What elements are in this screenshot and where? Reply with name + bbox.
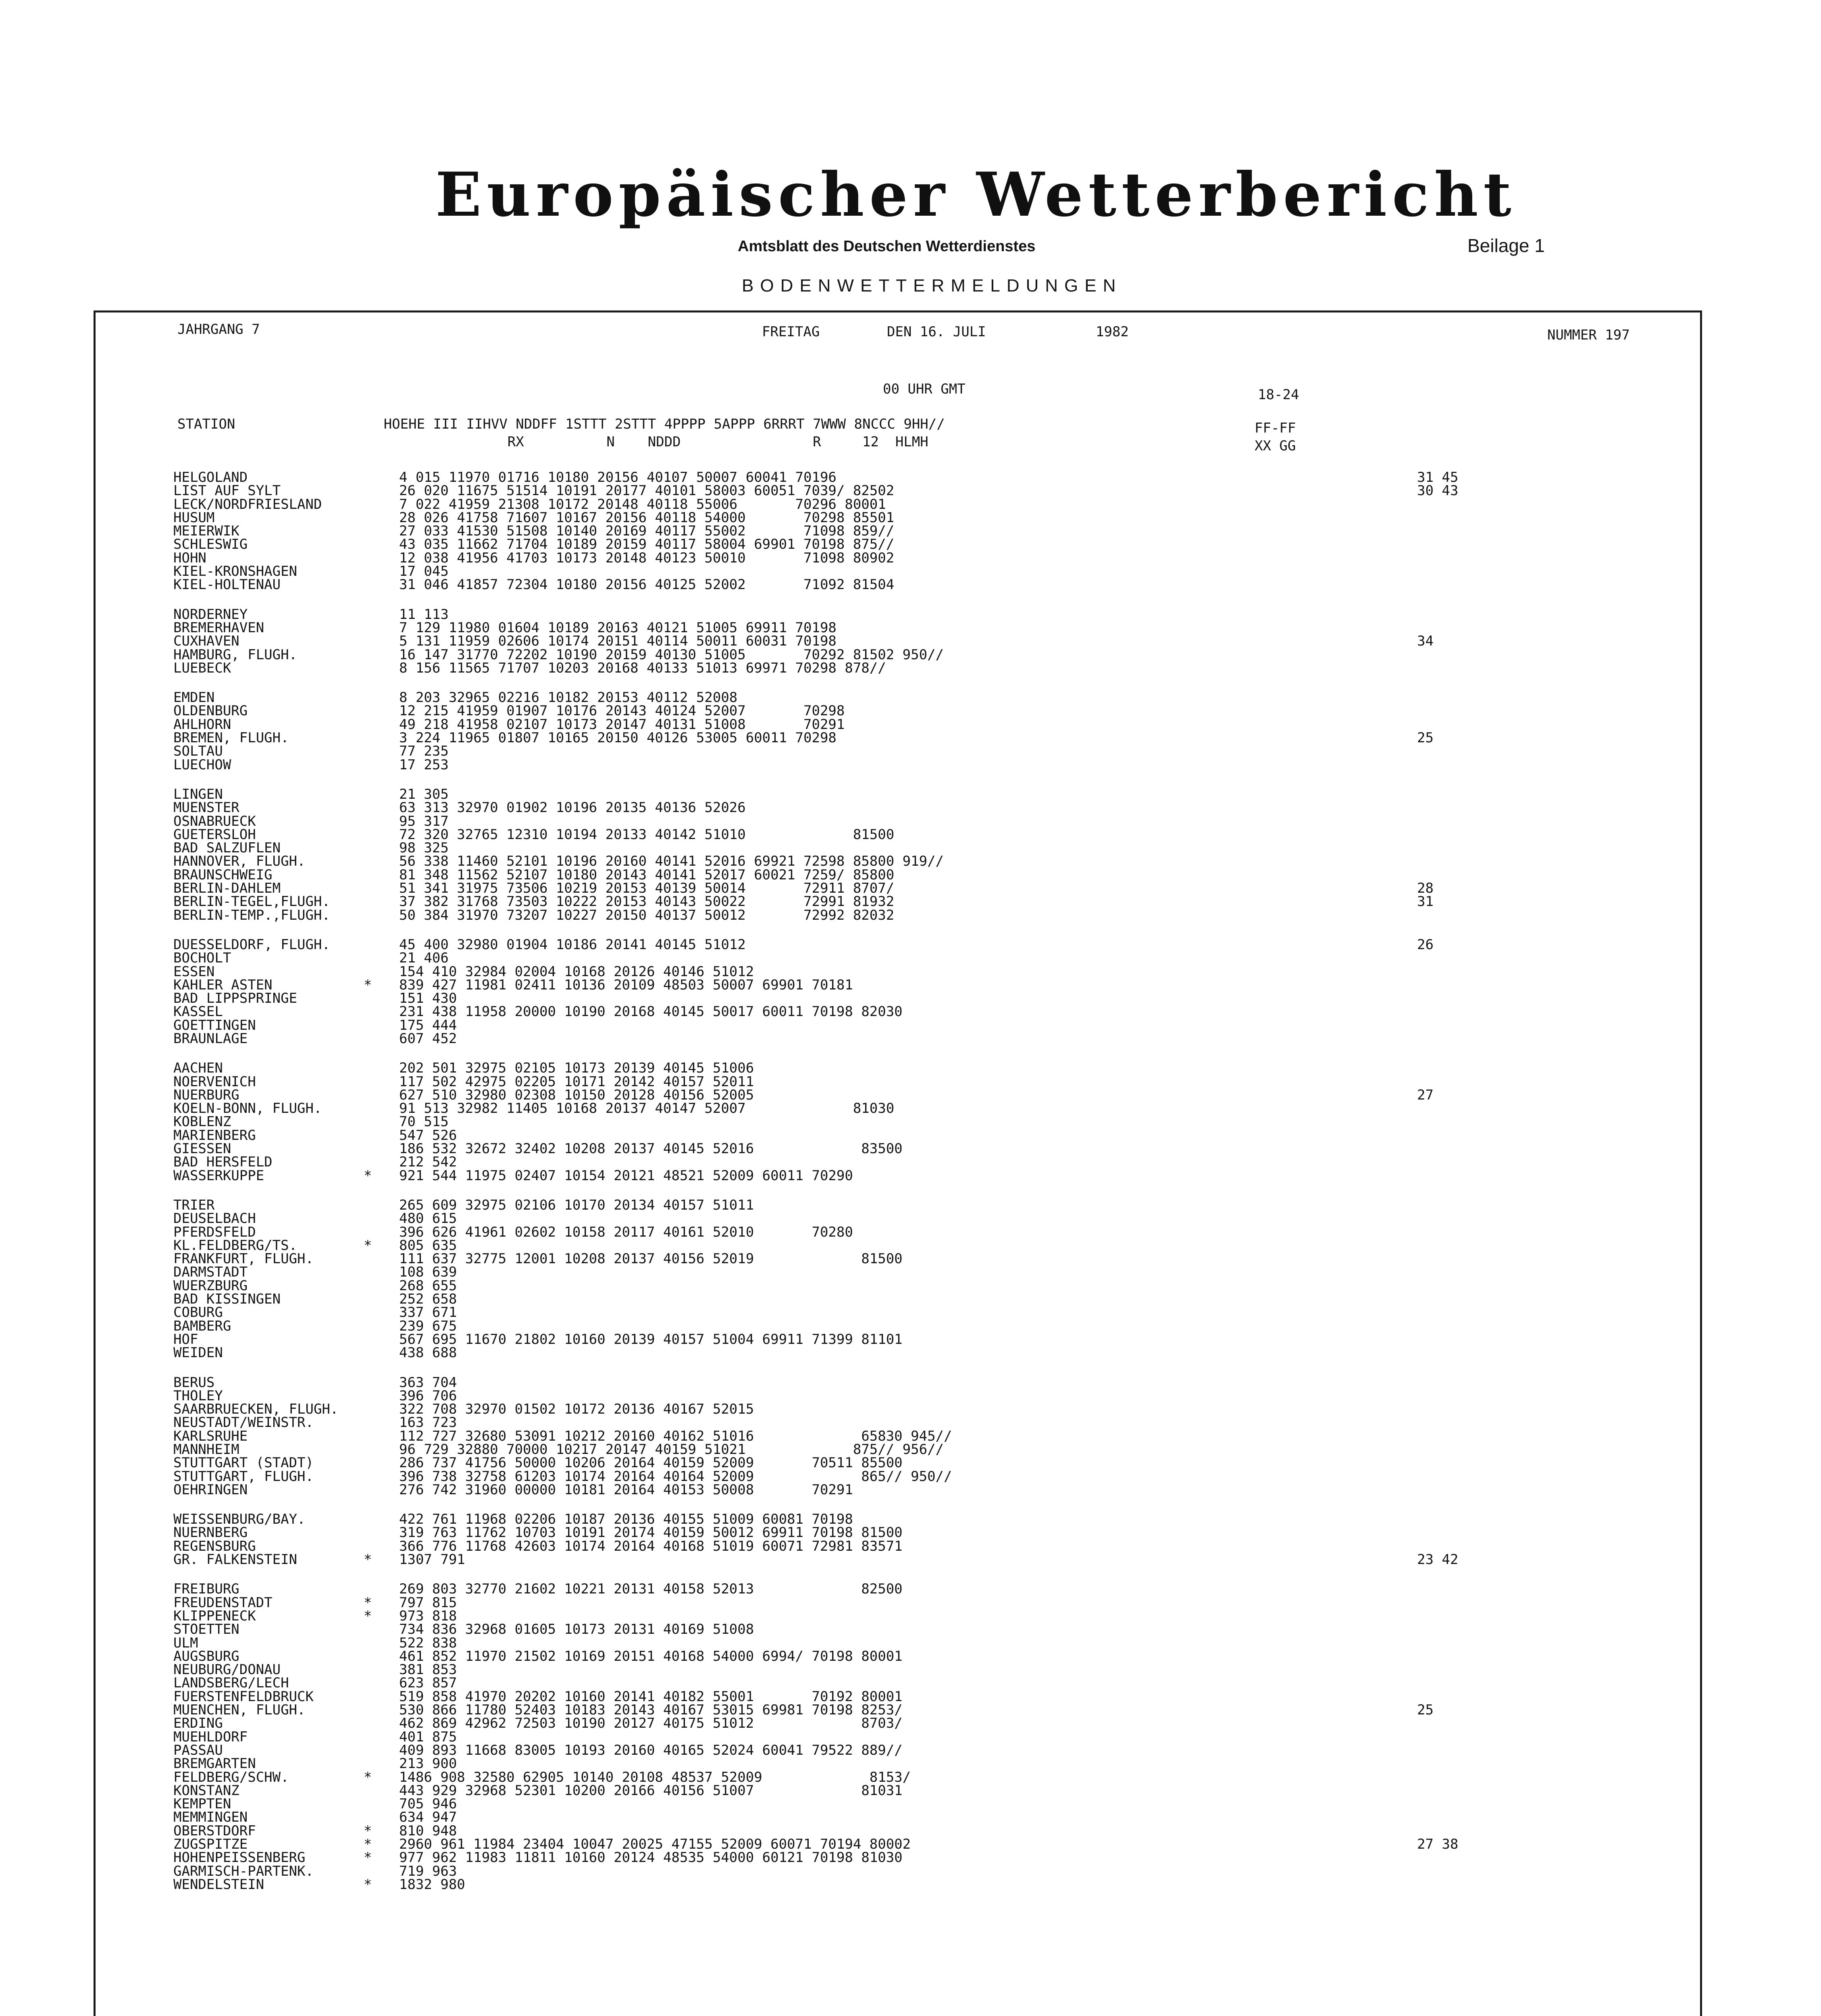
wind-gusts: 25 bbox=[1417, 1702, 1434, 1718]
station-name: REGENSBURG bbox=[173, 1538, 256, 1554]
station-name: BREMERHAVEN bbox=[173, 619, 264, 636]
wind-gusts: 34 bbox=[1417, 633, 1434, 650]
station-name: BERLIN-TEMP.,FLUGH. bbox=[173, 907, 330, 923]
station-name: GR. FALKENSTEIN bbox=[173, 1552, 298, 1568]
observation-groups: 117 502 42975 02205 10171 20142 40157 52011 bbox=[399, 1073, 754, 1090]
station-name: HOHENPEISSENBERG bbox=[173, 1849, 306, 1866]
observation-groups: 396 626 41961 02602 10158 20117 40161 52010 70280 bbox=[399, 1224, 853, 1240]
station-name: GOETTINGEN bbox=[173, 1017, 256, 1033]
observation-groups: 567 695 11670 21802 10160 20139 40157 51004 69911 71399 81101 bbox=[399, 1331, 903, 1347]
station-name: NUERBURG bbox=[173, 1087, 239, 1103]
station-name: BAD KISSINGEN bbox=[173, 1291, 281, 1308]
observation-groups: 805 635 bbox=[399, 1237, 457, 1254]
observation-groups: 530 866 11780 52403 10183 20143 40167 53015 69981 70198 8253/ bbox=[399, 1702, 903, 1718]
observation-groups: 363 704 bbox=[399, 1374, 457, 1391]
mountain-marker: * bbox=[364, 1876, 372, 1893]
observation-groups: 16 147 31770 72202 10190 20159 40130 51005 70292 81502 950// bbox=[399, 646, 944, 663]
station-name: BREMEN, FLUGH. bbox=[173, 730, 289, 746]
mountain-marker: * bbox=[364, 977, 372, 993]
station-name: KOELN-BONN, FLUGH. bbox=[173, 1100, 322, 1117]
observation-groups: 286 737 41756 50000 10206 20164 40159 52009 70511 85500 bbox=[399, 1455, 903, 1471]
station-name: GUETERSLOH bbox=[173, 826, 256, 843]
observation-groups: 268 655 bbox=[399, 1277, 457, 1294]
number-label: NUMMER 197 bbox=[1547, 327, 1630, 343]
observation-groups: 17 253 bbox=[399, 756, 449, 773]
observation-groups: 634 947 bbox=[399, 1809, 457, 1826]
station-name: KARLSRUHE bbox=[173, 1428, 248, 1444]
observation-groups: 839 427 11981 02411 10136 20109 48503 50007 69901 70181 bbox=[399, 977, 853, 993]
observation-groups: 21 406 bbox=[399, 950, 449, 966]
station-name: NUERNBERG bbox=[173, 1524, 248, 1541]
station-name: FELDBERG/SCHW. bbox=[173, 1769, 289, 1785]
observation-groups: 72 320 32765 12310 10194 20133 40142 51010 81500 bbox=[399, 826, 895, 843]
wind-gusts: 25 bbox=[1417, 730, 1434, 746]
observation-groups: 175 444 bbox=[399, 1017, 457, 1033]
station-name: HUSUM bbox=[173, 509, 215, 526]
observation-groups: 7 129 11980 01604 10189 20163 40121 51005 69911 70198 bbox=[399, 619, 837, 636]
observation-groups: 77 235 bbox=[399, 743, 449, 760]
mountain-marker: * bbox=[364, 1552, 372, 1568]
observation-groups: 213 900 bbox=[399, 1756, 457, 1772]
station-name: FRANKFURT, FLUGH. bbox=[173, 1251, 314, 1267]
observation-groups: 734 836 32968 01605 10173 20131 40169 51008 bbox=[399, 1621, 754, 1638]
station-name: MANNHEIM bbox=[173, 1441, 239, 1458]
report-frame bbox=[94, 310, 1702, 2016]
observation-groups: 1307 791 bbox=[399, 1552, 465, 1568]
station-name: KONSTANZ bbox=[173, 1782, 239, 1799]
observation-groups: 522 838 bbox=[399, 1635, 457, 1651]
mountain-marker: * bbox=[364, 1167, 372, 1184]
station-name: MARIENBERG bbox=[173, 1127, 256, 1143]
observation-groups: 49 218 41958 02107 10173 20147 40131 51008 70291 bbox=[399, 716, 845, 733]
observation-groups: 381 853 bbox=[399, 1662, 457, 1678]
station-name: THOLEY bbox=[173, 1387, 223, 1404]
station-name: BAMBERG bbox=[173, 1318, 231, 1334]
station-name: BREMGARTEN bbox=[173, 1756, 256, 1772]
station-name: MUENSTER bbox=[173, 800, 239, 816]
observation-groups: 111 637 32775 12001 10208 20137 40156 52019 81500 bbox=[399, 1251, 903, 1267]
observation-groups: 438 688 bbox=[399, 1345, 457, 1361]
mountain-marker: * bbox=[364, 1237, 372, 1254]
mountain-marker: * bbox=[364, 1849, 372, 1866]
station-name: HAMBURG, FLUGH. bbox=[173, 646, 298, 663]
station-name: TRIER bbox=[173, 1197, 215, 1213]
station-name: BRAUNLAGE bbox=[173, 1030, 248, 1047]
observation-groups: 366 776 11768 42603 10174 20164 40168 51019 60071 72981 83571 bbox=[399, 1538, 903, 1554]
station-name: KEMPTEN bbox=[173, 1796, 231, 1812]
observation-groups: 98 325 bbox=[399, 840, 449, 856]
observation-groups: 519 858 41970 20202 10160 20141 40182 55001 70192 80001 bbox=[399, 1688, 903, 1705]
station-name: STOETTEN bbox=[173, 1621, 239, 1638]
station-name: DARMSTADT bbox=[173, 1264, 248, 1281]
observation-groups: 422 761 11968 02206 10187 20136 40155 51009 60081 70198 bbox=[399, 1511, 853, 1528]
observation-groups: 461 852 11970 21502 10169 20151 40168 54000 6994/ 70198 80001 bbox=[399, 1648, 903, 1664]
station-name: FREIBURG bbox=[173, 1581, 239, 1597]
observation-groups: 623 857 bbox=[399, 1675, 457, 1691]
observation-groups: 396 738 32758 61203 10174 20164 40164 52009 865// 950// bbox=[399, 1468, 952, 1485]
observation-groups: 81 348 11562 52107 10180 20143 40141 52017 60021 7259/ 85800 bbox=[399, 866, 895, 883]
station-name: COBURG bbox=[173, 1304, 223, 1321]
observation-groups: 8 156 11565 71707 10203 20168 40133 51013 69971 70298 878// bbox=[399, 660, 886, 676]
observation-groups: 443 929 32968 52301 10200 20166 40156 51007 81031 bbox=[399, 1782, 903, 1799]
station-name: AUGSBURG bbox=[173, 1648, 239, 1664]
wind-gusts: 27 38 bbox=[1417, 1836, 1459, 1853]
station-name: GARMISCH-PARTENK. bbox=[173, 1863, 314, 1879]
station-name: LINGEN bbox=[173, 786, 223, 802]
station-name: OLDENBURG bbox=[173, 703, 248, 719]
station-name: WEIDEN bbox=[173, 1345, 223, 1361]
observation-groups: 396 706 bbox=[399, 1387, 457, 1404]
station-name: SOLTAU bbox=[173, 743, 223, 760]
station-name: LANDSBERG/LECH bbox=[173, 1675, 289, 1691]
station-name: HOF bbox=[173, 1331, 198, 1347]
column-header: STATION HOEHE III IIHVV NDDFF 1STTT 2STTT 4PPPP 5APPP 6RRRT 7WWW 8NCCC 9HH// bbox=[177, 416, 945, 432]
observation-groups: 12 038 41956 41703 10173 20148 40123 50010 71098 80902 bbox=[399, 550, 895, 566]
observation-groups: 163 723 bbox=[399, 1414, 457, 1431]
station-name: OBERSTDORF bbox=[173, 1822, 256, 1839]
observation-groups: 276 742 31960 00000 10181 20164 40153 50008 70291 bbox=[399, 1481, 853, 1498]
station-name: ULM bbox=[173, 1635, 198, 1651]
wind-gusts: 23 42 bbox=[1417, 1552, 1459, 1568]
observation-groups: 31 046 41857 72304 10180 20156 40125 52002 71092 81504 bbox=[399, 577, 895, 593]
subtitle: Amtsblatt des Deutschen Wetterdienstes bbox=[738, 238, 1036, 255]
observation-groups: 607 452 bbox=[399, 1030, 457, 1047]
station-name: DUESSELDORF, FLUGH. bbox=[173, 936, 330, 953]
section-heading: BODENWETTERMELDUNGEN bbox=[742, 276, 1122, 296]
station-name: BERLIN-DAHLEM bbox=[173, 880, 281, 897]
observation-groups: 921 544 11975 02407 10154 20121 48521 52009 60011 70290 bbox=[399, 1167, 853, 1184]
observation-groups: 810 948 bbox=[399, 1822, 457, 1839]
observation-groups: 239 675 bbox=[399, 1318, 457, 1334]
station-name: STUTTGART (STADT) bbox=[173, 1455, 314, 1471]
station-name: NORDERNEY bbox=[173, 606, 248, 623]
observation-groups: 231 438 11958 20000 10190 20168 40145 50017 60011 70198 82030 bbox=[399, 1004, 903, 1020]
station-name: WASSERKUPPE bbox=[173, 1167, 264, 1184]
station-name: KASSEL bbox=[173, 1004, 223, 1020]
observation-groups: 11 113 bbox=[399, 606, 449, 623]
station-name: HELGOLAND bbox=[173, 469, 248, 485]
observation-groups: 797 815 bbox=[399, 1594, 457, 1611]
observation-groups: 322 708 32970 01502 10172 20136 40167 52015 bbox=[399, 1401, 754, 1418]
station-name: SAARBRUECKEN, FLUGH. bbox=[173, 1401, 339, 1418]
observation-groups: 95 317 bbox=[399, 813, 449, 829]
station-name: GIESSEN bbox=[173, 1141, 231, 1157]
observation-groups: 151 430 bbox=[399, 990, 457, 1007]
column-header-extra-sub: XX GG bbox=[1255, 438, 1296, 454]
station-name: WENDELSTEIN bbox=[173, 1876, 264, 1893]
station-name: KL.FELDBERG/TS. bbox=[173, 1237, 298, 1254]
station-name: ZUGSPITZE bbox=[173, 1836, 248, 1853]
station-name: CUXHAVEN bbox=[173, 633, 239, 650]
station-name: BERLIN-TEGEL,FLUGH. bbox=[173, 893, 330, 910]
wind-gusts: 27 bbox=[1417, 1087, 1434, 1103]
observation-groups: 252 658 bbox=[399, 1291, 457, 1308]
observation-groups: 186 532 32672 32402 10208 20137 40145 52016 83500 bbox=[399, 1141, 903, 1157]
station-name: OSNABRUECK bbox=[173, 813, 256, 829]
station-name: LUEBECK bbox=[173, 660, 231, 676]
station-name: WUERZBURG bbox=[173, 1277, 248, 1294]
beilage-label: Beilage 1 bbox=[1467, 235, 1545, 256]
station-name: OEHRINGEN bbox=[173, 1481, 248, 1498]
station-name: AACHEN bbox=[173, 1060, 223, 1077]
observation-groups: 5 131 11959 02606 10174 20151 40114 50011 60031 70198 bbox=[399, 633, 837, 650]
observation-groups: 56 338 11460 52101 10196 20160 40141 52016 69921 72598 85800 919// bbox=[399, 853, 944, 870]
station-name: PFERDSFELD bbox=[173, 1224, 256, 1240]
observation-groups: 51 341 31975 73506 10219 20153 40139 50014 72911 8707/ bbox=[399, 880, 895, 897]
observation-groups: 108 639 bbox=[399, 1264, 457, 1281]
wind-gusts: 30 43 bbox=[1417, 483, 1459, 499]
station-name: KLIPPENECK bbox=[173, 1608, 256, 1624]
period-label: 18-24 bbox=[1258, 387, 1299, 403]
wind-gusts: 31 45 bbox=[1417, 469, 1459, 485]
observation-groups: 50 384 31970 73207 10227 20150 40137 50012 72992 82032 bbox=[399, 907, 895, 923]
station-name: AHLHORN bbox=[173, 716, 231, 733]
observation-groups: 28 026 41758 71607 10167 20156 40118 54000 70298 85501 bbox=[399, 509, 895, 526]
observation-groups: 4 015 11970 01716 10180 20156 40107 50007 60041 70196 bbox=[399, 469, 837, 485]
station-name: NOERVENICH bbox=[173, 1073, 256, 1090]
mountain-marker: * bbox=[364, 1822, 372, 1839]
station-name: FUERSTENFELDBRUCK bbox=[173, 1688, 314, 1705]
mountain-marker: * bbox=[364, 1769, 372, 1785]
station-name: MUEHLDORF bbox=[173, 1729, 248, 1745]
observation-groups: 112 727 32680 53091 10212 20160 40162 51016 65830 945// bbox=[399, 1428, 952, 1444]
column-header-extra: FF-FF bbox=[1255, 420, 1296, 436]
observation-groups: 627 510 32980 02308 10150 20128 40156 52005 bbox=[399, 1087, 754, 1103]
station-name: BAD LIPPSPRINGE bbox=[173, 990, 298, 1007]
station-name: LIST AUF SYLT bbox=[173, 483, 281, 499]
observation-groups: 8 203 32965 02216 10182 20153 40112 52008 bbox=[399, 689, 738, 706]
station-name: NEUBURG/DONAU bbox=[173, 1662, 281, 1678]
mountain-marker: * bbox=[364, 1608, 372, 1624]
observation-groups: 21 305 bbox=[399, 786, 449, 802]
station-name: MEMMINGEN bbox=[173, 1809, 248, 1826]
observation-groups: 96 729 32880 70000 10217 20147 40159 51021 875// 956// bbox=[399, 1441, 944, 1458]
mountain-marker: * bbox=[364, 1594, 372, 1611]
observation-groups: 265 609 32975 02106 10170 20134 40157 51011 bbox=[399, 1197, 754, 1213]
observation-groups: 202 501 32975 02105 10173 20139 40145 51006 bbox=[399, 1060, 754, 1077]
station-name: STUTTGART, FLUGH. bbox=[173, 1468, 314, 1485]
observation-groups: 45 400 32980 01904 10186 20141 40145 51012 bbox=[399, 936, 746, 953]
observation-groups: 319 763 11762 10703 10191 20174 40159 50012 69911 70198 81500 bbox=[399, 1524, 903, 1541]
wind-gusts: 31 bbox=[1417, 893, 1434, 910]
observation-groups: 63 313 32970 01902 10196 20135 40136 52026 bbox=[399, 800, 746, 816]
station-name: FREUDENSTADT bbox=[173, 1594, 273, 1611]
day-label: FREITAG bbox=[762, 324, 820, 340]
station-name: KIEL-KRONSHAGEN bbox=[173, 563, 298, 580]
station-name: BERUS bbox=[173, 1374, 215, 1391]
wind-gusts: 28 bbox=[1417, 880, 1434, 897]
station-name: BAD HERSFELD bbox=[173, 1154, 273, 1170]
observation-groups: 3 224 11965 01807 10165 20150 40126 53005 60011 70298 bbox=[399, 730, 837, 746]
observation-groups: 1832 980 bbox=[399, 1876, 465, 1893]
observation-groups: 2960 961 11984 23404 10047 20025 47155 52009 60071 70194 80002 bbox=[399, 1836, 911, 1853]
station-name: PASSAU bbox=[173, 1742, 223, 1758]
observation-groups: 43 035 11662 71704 10189 20159 40117 58004 69901 70198 875// bbox=[399, 536, 895, 553]
station-name: HOHN bbox=[173, 550, 206, 566]
observation-groups: 401 875 bbox=[399, 1729, 457, 1745]
station-name: MUENCHEN, FLUGH. bbox=[173, 1702, 306, 1718]
observation-groups: 977 962 11983 11811 10160 20124 48535 54000 60121 70198 81030 bbox=[399, 1849, 903, 1866]
station-name: LUECHOW bbox=[173, 756, 231, 773]
station-name: KOBLENZ bbox=[173, 1114, 231, 1130]
observation-groups: 7 022 41959 21308 10172 20148 40118 55006 70296 80001 bbox=[399, 496, 886, 512]
jahrgang-label: JAHRGANG 7 bbox=[177, 321, 260, 337]
station-name: LECK/NORDFRIESLAND bbox=[173, 496, 322, 512]
observation-groups: 973 818 bbox=[399, 1608, 457, 1624]
date-label: DEN 16. JULI bbox=[887, 324, 986, 340]
observation-groups: 1486 908 32580 62905 10140 20108 48537 52009 8153/ bbox=[399, 1769, 911, 1785]
page-title: Europäischer Wetterbericht bbox=[435, 159, 1517, 230]
observation-groups: 269 803 32770 21602 10221 20131 40158 52013 82500 bbox=[399, 1581, 903, 1597]
observation-groups: 12 215 41959 01907 10176 20143 40124 52007 70298 bbox=[399, 703, 845, 719]
observation-groups: 212 542 bbox=[399, 1154, 457, 1170]
station-name: HANNOVER, FLUGH. bbox=[173, 853, 306, 870]
station-name: KAHLER ASTEN bbox=[173, 977, 273, 993]
station-name: ESSEN bbox=[173, 963, 215, 980]
observation-groups: 480 615 bbox=[399, 1210, 457, 1227]
station-name: SCHLESWIG bbox=[173, 536, 248, 553]
observation-groups: 70 515 bbox=[399, 1114, 449, 1130]
time-label: 00 UHR GMT bbox=[883, 381, 966, 397]
observation-groups: 26 020 11675 51514 10191 20177 40101 58003 60051 7039/ 82502 bbox=[399, 483, 895, 499]
station-name: MEIERWIK bbox=[173, 523, 239, 539]
observation-groups: 17 045 bbox=[399, 563, 449, 580]
station-name: DEUSELBACH bbox=[173, 1210, 256, 1227]
station-name: KIEL-HOLTENAU bbox=[173, 577, 281, 593]
station-name: BOCHOLT bbox=[173, 950, 231, 966]
observation-groups: 37 382 31768 73503 10222 20153 40143 50022 72991 81932 bbox=[399, 893, 895, 910]
observation-groups: 547 526 bbox=[399, 1127, 457, 1143]
observation-groups: 462 869 42962 72503 10190 20127 40175 51012 8703/ bbox=[399, 1715, 903, 1732]
observation-groups: 719 963 bbox=[399, 1863, 457, 1879]
mountain-marker: * bbox=[364, 1836, 372, 1853]
year-label: 1982 bbox=[1096, 324, 1129, 340]
station-name: WEISSENBURG/BAY. bbox=[173, 1511, 306, 1528]
observation-groups: 154 410 32984 02004 10168 20126 40146 51012 bbox=[399, 963, 754, 980]
observation-groups: 27 033 41530 51508 10140 20169 40117 55002 71098 859// bbox=[399, 523, 895, 539]
observation-groups: 337 671 bbox=[399, 1304, 457, 1321]
station-name: EMDEN bbox=[173, 689, 215, 706]
station-name: ERDING bbox=[173, 1715, 223, 1732]
observation-groups: 705 946 bbox=[399, 1796, 457, 1812]
observation-groups: 409 893 11668 83005 10193 20160 40165 52024 60041 79522 889// bbox=[399, 1742, 903, 1758]
station-name: NEUSTADT/WEINSTR. bbox=[173, 1414, 314, 1431]
observation-groups: 91 513 32982 11405 10168 20137 40147 52007 81030 bbox=[399, 1100, 895, 1117]
column-header-sub: RX N NDDD R 12 HLMH bbox=[177, 434, 928, 450]
wind-gusts: 26 bbox=[1417, 936, 1434, 953]
station-name: BAD SALZUFLEN bbox=[173, 840, 281, 856]
station-name: BRAUNSCHWEIG bbox=[173, 866, 273, 883]
